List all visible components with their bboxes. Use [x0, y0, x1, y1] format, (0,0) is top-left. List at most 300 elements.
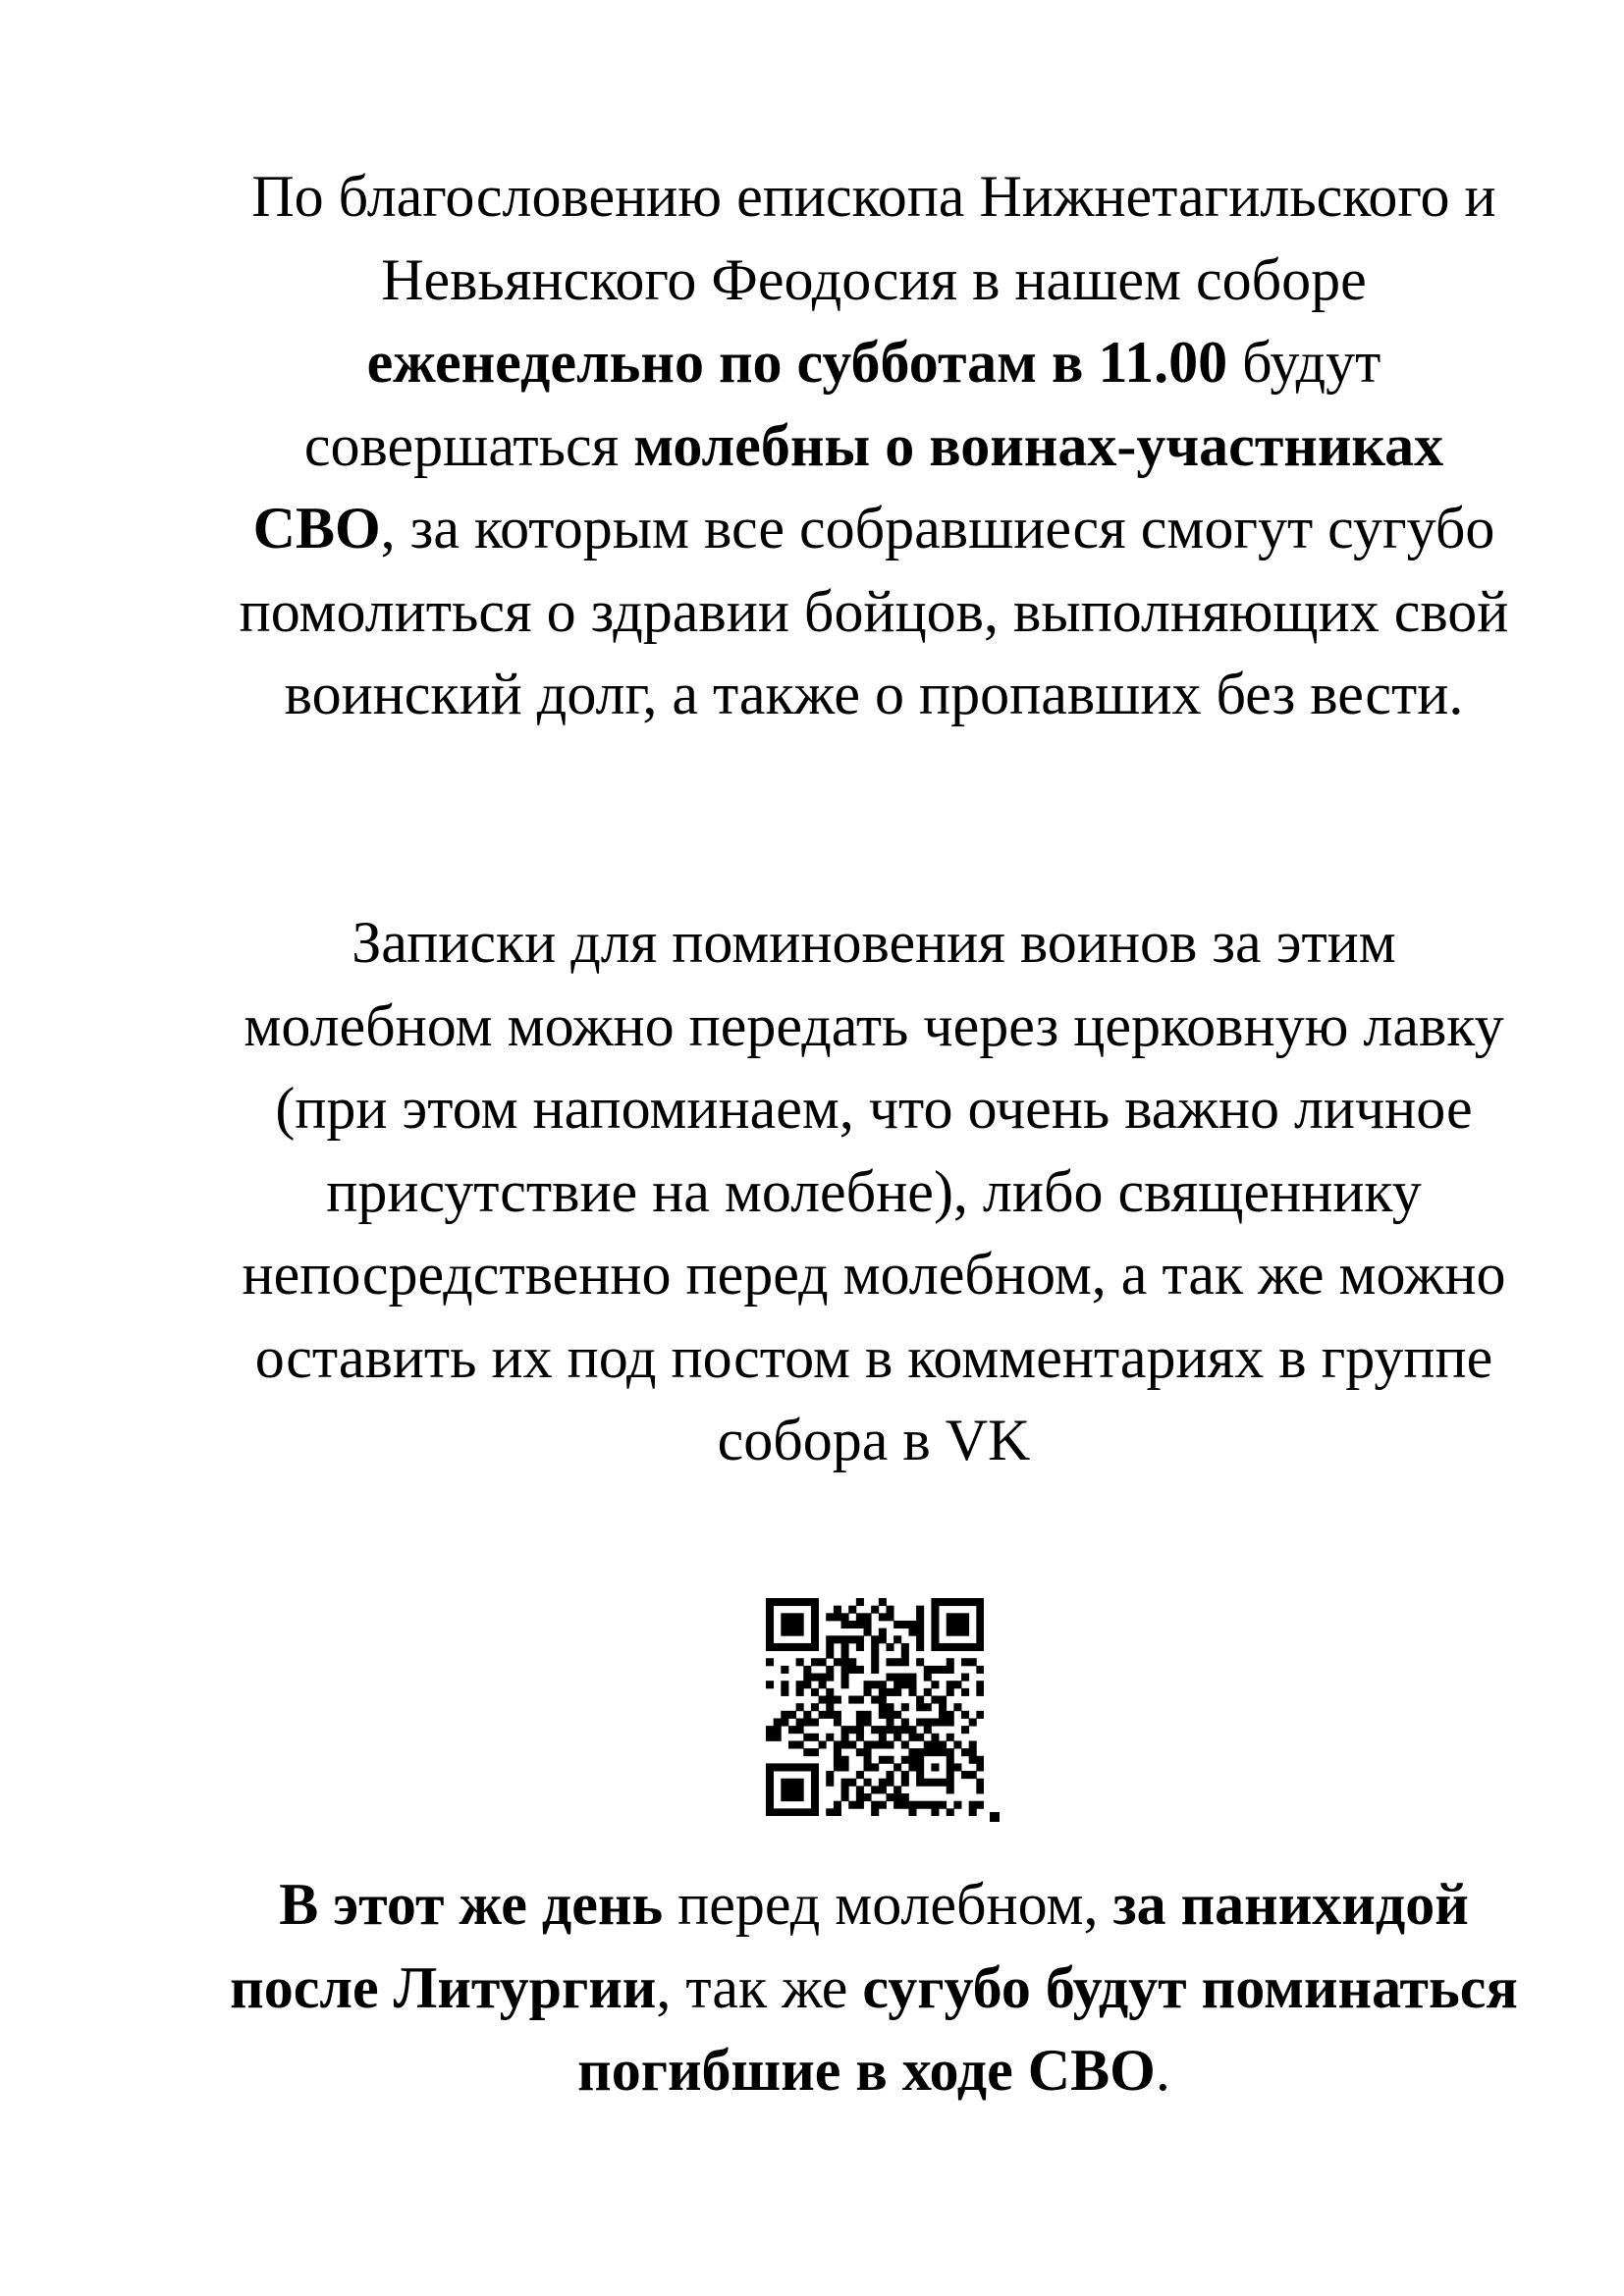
qr-module [879, 1598, 887, 1606]
qr-module [931, 1734, 939, 1741]
qr-module [916, 1629, 924, 1636]
qr-module [916, 1779, 924, 1787]
qr-module [774, 1598, 782, 1606]
qr-module [848, 1696, 856, 1704]
qr-module [774, 1718, 782, 1726]
qr-module [961, 1748, 969, 1756]
connector-text: будут совершаться [303, 330, 1381, 478]
qr-module [864, 1629, 872, 1636]
qr-module [841, 1666, 849, 1674]
qr-module [781, 1808, 788, 1816]
qr-module [947, 1598, 954, 1606]
qr-module [931, 1740, 939, 1748]
qr-module [848, 1726, 856, 1734]
qr-module [939, 1718, 947, 1726]
qr-module [803, 1681, 811, 1688]
qr-module [886, 1658, 893, 1666]
qr-module [879, 1801, 887, 1809]
qr-module [856, 1635, 864, 1643]
qr-module [811, 1598, 819, 1606]
qr-module [931, 1629, 939, 1636]
qr-module [931, 1801, 939, 1809]
qr-module [811, 1786, 819, 1793]
prayer-purpose-text: , за которым все собравшиеся смогут сугубо помолиться о здравии бойцов, выполняющих свой воинский долг, а также о пропавших без вести. [239, 496, 1509, 726]
qr-module [864, 1748, 872, 1756]
qr-module [879, 1613, 887, 1621]
qr-module [931, 1808, 939, 1816]
notes-paragraph [226, 901, 1522, 1482]
qr-module [796, 1621, 804, 1629]
qr-module [841, 1643, 849, 1651]
qr-module [781, 1613, 788, 1621]
qr-module [879, 1711, 887, 1719]
qr-module [811, 1674, 819, 1682]
qr-module [871, 1801, 879, 1809]
before-moleben-text: перед молебном, [663, 1872, 1113, 1937]
qr-module [803, 1808, 811, 1816]
qr-module [796, 1703, 804, 1711]
qr-module [811, 1643, 819, 1651]
qr-module [774, 1734, 782, 1741]
qr-module [901, 1681, 909, 1688]
qr-module [931, 1681, 939, 1688]
qr-module [947, 1621, 954, 1629]
qr-module [901, 1651, 909, 1659]
qr-module [788, 1643, 796, 1651]
qr-module [879, 1726, 887, 1734]
qr-module [969, 1658, 977, 1666]
qr-module [916, 1703, 924, 1711]
qr-module [856, 1786, 864, 1793]
qr-module [819, 1711, 827, 1719]
qr-module [781, 1598, 788, 1606]
qr-module [961, 1621, 969, 1629]
qr-module [976, 1666, 984, 1674]
qr-module [901, 1703, 909, 1711]
qr-module [781, 1711, 788, 1719]
qr-module [886, 1688, 893, 1696]
qr-module [886, 1606, 893, 1614]
qr-module [796, 1598, 804, 1606]
qr-module [871, 1666, 879, 1674]
qr-module [864, 1681, 872, 1688]
qr-module [766, 1763, 774, 1771]
qr-module [939, 1703, 947, 1711]
same-day-bold: В этот же день [279, 1872, 664, 1937]
qr-module [886, 1793, 893, 1801]
qr-module [774, 1808, 782, 1816]
qr-module [788, 1726, 796, 1734]
qr-module [766, 1643, 774, 1651]
qr-module [864, 1756, 872, 1764]
qr-module [969, 1718, 977, 1726]
qr-module [788, 1711, 796, 1719]
intro-text: По благословению епископа Нижнетагильского и Невьянского Феодосия в нашем соборе [251, 164, 1496, 312]
qr-module [976, 1711, 984, 1719]
qr-module [856, 1771, 864, 1779]
qr-module [969, 1756, 977, 1764]
qr-module [781, 1629, 788, 1636]
qr-module [886, 1756, 893, 1764]
qr-module [803, 1711, 811, 1719]
qr-module [811, 1771, 819, 1779]
qr-module [947, 1748, 954, 1756]
qr-module [916, 1748, 924, 1756]
qr-module [931, 1718, 939, 1726]
qr-module [939, 1696, 947, 1704]
qr-module [916, 1606, 924, 1614]
qr-module [947, 1658, 954, 1666]
moleben-bold: молебны о воинах-участниках СВО [252, 412, 1444, 561]
qr-module [976, 1786, 984, 1793]
qr-module [796, 1726, 804, 1734]
qr-module [908, 1763, 916, 1771]
qr-module [848, 1621, 856, 1629]
qr-module [901, 1740, 909, 1748]
also-text: , так же [656, 1954, 863, 2020]
qr-module [856, 1598, 864, 1606]
qr-module [953, 1613, 961, 1621]
qr-module [811, 1801, 819, 1809]
qr-module [886, 1674, 893, 1682]
qr-module [924, 1718, 932, 1726]
qr-module [766, 1771, 774, 1779]
qr-module [924, 1740, 932, 1748]
qr-module [976, 1801, 984, 1809]
qr-module [781, 1688, 788, 1696]
qr-module [856, 1726, 864, 1734]
qr-module [976, 1613, 984, 1621]
qr-module [901, 1801, 909, 1809]
qr-module [811, 1629, 819, 1636]
qr-module [841, 1613, 849, 1621]
qr-module [796, 1629, 804, 1636]
qr-module [841, 1674, 849, 1682]
qr-module [924, 1748, 932, 1756]
qr-module [871, 1808, 879, 1816]
qr-module [893, 1793, 901, 1801]
qr-module [856, 1734, 864, 1741]
qr-module [893, 1734, 901, 1741]
qr-module [796, 1643, 804, 1651]
qr-module [976, 1621, 984, 1629]
qr-module [886, 1703, 893, 1711]
qr-module [901, 1771, 909, 1779]
qr-module [908, 1726, 916, 1734]
qr-module [788, 1763, 796, 1771]
qr-module [803, 1718, 811, 1726]
qr-module [834, 1711, 841, 1719]
qr-module [961, 1711, 969, 1719]
qr-module [953, 1598, 961, 1606]
qr-module [834, 1635, 841, 1643]
qr-module [939, 1711, 947, 1719]
qr-module [834, 1763, 841, 1771]
qr-module [961, 1658, 969, 1666]
qr-module [766, 1621, 774, 1629]
qr-module [908, 1621, 916, 1629]
qr-module [781, 1666, 788, 1674]
qr-module [953, 1801, 961, 1809]
qr-module [901, 1756, 909, 1764]
qr-module [826, 1643, 834, 1651]
qr-module [893, 1658, 901, 1666]
qr-module [826, 1703, 834, 1711]
final-period: . [1155, 2038, 1170, 2103]
qr-module [871, 1658, 879, 1666]
qr-code-icon [766, 1598, 984, 1816]
qr-module [826, 1674, 834, 1682]
qr-module [879, 1734, 887, 1741]
qr-module [766, 1629, 774, 1636]
qr-module [811, 1763, 819, 1771]
qr-module [788, 1808, 796, 1816]
qr-module [879, 1786, 887, 1793]
qr-module [931, 1621, 939, 1629]
qr-module [781, 1681, 788, 1688]
qr-module [947, 1763, 954, 1771]
qr-module [796, 1681, 804, 1688]
qr-module [916, 1718, 924, 1726]
qr-module [864, 1763, 872, 1771]
qr-module [796, 1779, 804, 1787]
qr-module [924, 1703, 932, 1711]
qr-module [826, 1666, 834, 1674]
qr-module [766, 1734, 774, 1741]
qr-module [811, 1779, 819, 1787]
qr-module [879, 1696, 887, 1704]
qr-module [871, 1651, 879, 1659]
qr-module [893, 1763, 901, 1771]
qr-module [834, 1740, 841, 1748]
qr-module [834, 1606, 841, 1614]
qr-module [953, 1740, 961, 1748]
qr-module [826, 1779, 834, 1787]
qr-module [766, 1726, 774, 1734]
qr-module [841, 1734, 849, 1741]
qr-module [811, 1635, 819, 1643]
qr-module [976, 1606, 984, 1614]
qr-module [826, 1613, 834, 1621]
qr-module [766, 1786, 774, 1793]
qr-module [796, 1763, 804, 1771]
qr-module [803, 1763, 811, 1771]
qr-module [871, 1635, 879, 1643]
qr-module [908, 1808, 916, 1816]
qr-module [796, 1740, 804, 1748]
qr-trailing-dot [990, 1812, 1000, 1822]
qr-module [931, 1635, 939, 1643]
qr-module [886, 1740, 893, 1748]
qr-module [961, 1629, 969, 1636]
qr-module [969, 1748, 977, 1756]
qr-module [924, 1688, 932, 1696]
qr-module [788, 1793, 796, 1801]
qr-module [841, 1763, 849, 1771]
qr-module [811, 1703, 819, 1711]
qr-module [924, 1779, 932, 1787]
qr-module [781, 1793, 788, 1801]
qr-module [939, 1666, 947, 1674]
qr-module [916, 1801, 924, 1809]
qr-module [871, 1643, 879, 1651]
qr-module [788, 1740, 796, 1748]
qr-module [819, 1658, 827, 1666]
qr-module [788, 1779, 796, 1787]
qr-module [916, 1734, 924, 1741]
qr-module [953, 1629, 961, 1636]
qr-module [901, 1621, 909, 1629]
qr-module [886, 1718, 893, 1726]
qr-module [976, 1688, 984, 1696]
qr-module [953, 1621, 961, 1629]
qr-module [841, 1756, 849, 1764]
qr-module [848, 1658, 856, 1666]
qr-module [893, 1801, 901, 1809]
qr-module [766, 1635, 774, 1643]
qr-module [864, 1793, 872, 1801]
qr-module [916, 1771, 924, 1779]
qr-module [879, 1629, 887, 1636]
qr-module [961, 1613, 969, 1621]
qr-module [969, 1643, 977, 1651]
qr-module [856, 1696, 864, 1704]
qr-module [901, 1779, 909, 1787]
qr-module [901, 1726, 909, 1734]
qr-module [886, 1779, 893, 1787]
qr-module [856, 1666, 864, 1674]
qr-module [819, 1681, 827, 1688]
qr-module [781, 1786, 788, 1793]
qr-module [848, 1666, 856, 1674]
qr-module [901, 1674, 909, 1682]
qr-module [961, 1598, 969, 1606]
qr-module [901, 1643, 909, 1651]
qr-module [947, 1808, 954, 1816]
qr-module [924, 1674, 932, 1682]
qr-module [864, 1621, 872, 1629]
qr-module [871, 1786, 879, 1793]
qr-module [893, 1688, 901, 1696]
qr-module [803, 1734, 811, 1741]
qr-module [841, 1621, 849, 1629]
qr-module [796, 1718, 804, 1726]
qr-module [856, 1711, 864, 1719]
qr-module [826, 1711, 834, 1719]
qr-module [811, 1734, 819, 1741]
qr-module [834, 1718, 841, 1726]
qr-module [864, 1711, 872, 1719]
qr-module [976, 1779, 984, 1787]
qr-module [848, 1740, 856, 1748]
qr-module [803, 1674, 811, 1682]
schedule-bold: еженедельно по субботам в 11.00 [366, 330, 1228, 395]
qr-module [901, 1718, 909, 1726]
qr-module [864, 1779, 872, 1787]
qr-module [879, 1703, 887, 1711]
qr-module [879, 1688, 887, 1696]
qr-module [826, 1688, 834, 1696]
qr-module [961, 1688, 969, 1696]
qr-module [841, 1651, 849, 1659]
qr-module [856, 1748, 864, 1756]
qr-module [939, 1643, 947, 1651]
qr-module [976, 1756, 984, 1764]
qr-module [819, 1740, 827, 1748]
qr-module [931, 1779, 939, 1787]
qr-module [886, 1711, 893, 1719]
qr-module [811, 1748, 819, 1756]
qr-module [893, 1621, 901, 1629]
qr-module [947, 1771, 954, 1779]
qr-module [834, 1748, 841, 1756]
qr-module [811, 1808, 819, 1816]
qr-module [826, 1771, 834, 1779]
qr-module [893, 1711, 901, 1719]
qr-module [826, 1651, 834, 1659]
qr-module [766, 1613, 774, 1621]
qr-module [961, 1771, 969, 1779]
qr-module [841, 1681, 849, 1688]
qr-module [886, 1643, 893, 1651]
qr-module [893, 1726, 901, 1734]
qr-module [939, 1598, 947, 1606]
qr-module [781, 1779, 788, 1787]
qr-module [841, 1779, 849, 1787]
qr-module [774, 1643, 782, 1651]
qr-module [841, 1740, 849, 1748]
qr-module [931, 1598, 939, 1606]
qr-module [803, 1643, 811, 1651]
qr-module [841, 1793, 849, 1801]
qr-module [848, 1606, 856, 1614]
qr-module [947, 1718, 954, 1726]
qr-module [803, 1598, 811, 1606]
qr-module [908, 1748, 916, 1756]
qr-module [931, 1666, 939, 1674]
qr-module [879, 1681, 887, 1688]
qr-module [871, 1726, 879, 1734]
qr-module [947, 1786, 954, 1793]
qr-module [826, 1696, 834, 1704]
qr-module [803, 1666, 811, 1674]
qr-module [879, 1740, 887, 1748]
qr-module [796, 1793, 804, 1801]
qr-module [976, 1629, 984, 1636]
qr-module [856, 1793, 864, 1801]
qr-module [811, 1621, 819, 1629]
qr-module [796, 1613, 804, 1621]
qr-module [953, 1681, 961, 1688]
qr-module [781, 1718, 788, 1726]
qr-module [766, 1598, 774, 1606]
qr-module [864, 1740, 872, 1748]
qr-module [969, 1801, 977, 1809]
qr-module [856, 1643, 864, 1651]
qr-module [916, 1613, 924, 1621]
qr-module [811, 1658, 819, 1666]
qr-module [766, 1793, 774, 1801]
qr-module [781, 1621, 788, 1629]
qr-module [819, 1674, 827, 1682]
qr-module [826, 1734, 834, 1741]
qr-module [947, 1613, 954, 1621]
qr-module [811, 1793, 819, 1801]
qr-module [766, 1658, 774, 1666]
qr-module [924, 1666, 932, 1674]
qr-module [796, 1808, 804, 1816]
qr-module [766, 1801, 774, 1809]
